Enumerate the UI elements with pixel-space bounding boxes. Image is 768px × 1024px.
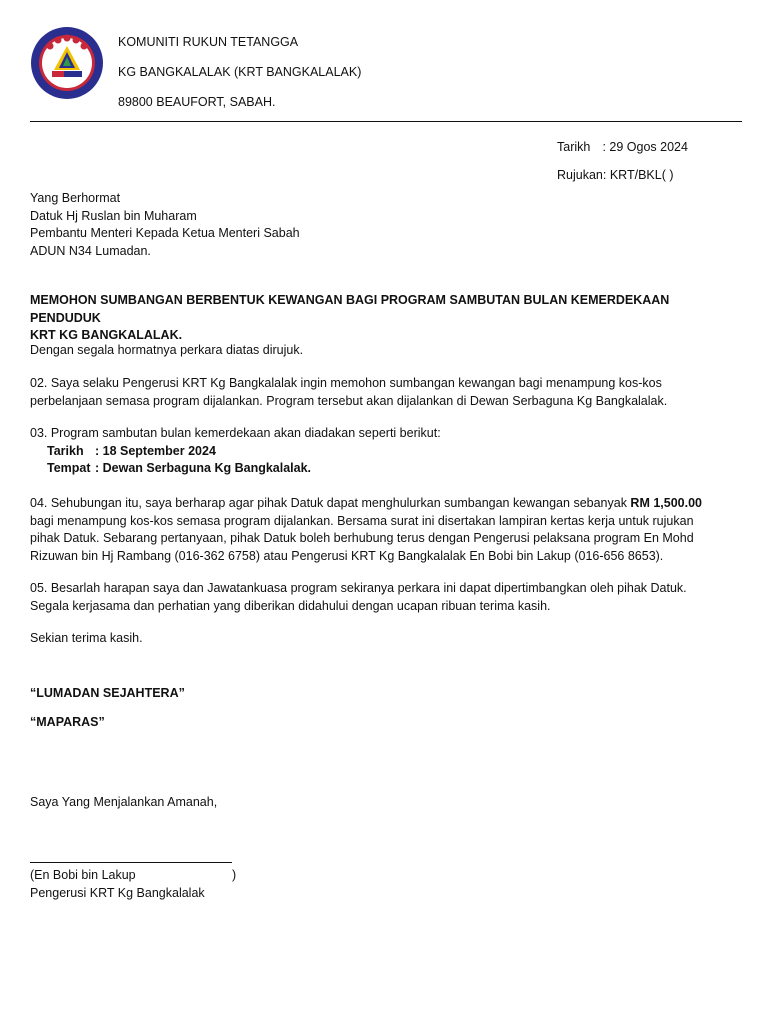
paragraph-03-line: 03. Program sambutan bulan kemerdekaan akan diadakan seperti berikut:	[30, 426, 441, 440]
paragraph-04-line: pihak Datuk. Sebarang pertanyaan, pihak Datuk boleh berhubung terus dengan Pengerusi pelaksana program En Mohd	[30, 531, 694, 545]
paragraph-05	[30, 580, 730, 615]
greeting: Dengan segala hormatnya perkara diatas dirujuk.	[30, 343, 304, 357]
program-date-row	[30, 443, 730, 461]
paragraph-04-line: bagi menampung kos-kos semasa program dijalankan. Bersama surat ini disertakan lampiran kertas kerja untuk rujukan	[30, 513, 694, 528]
recipient-constituency: ADUN N34 Lumadan.	[30, 243, 151, 258]
header-divider	[30, 121, 742, 122]
date-label: Tarikh	[557, 140, 591, 154]
paragraph-05-line: 05. Besarlah harapan saya dan Jawatankuasa program sekiranya perkara ini dapat dipertimbangkan oleh pihak Datuk.	[30, 581, 687, 595]
signatory-name-row	[30, 866, 237, 884]
paragraph-04-line: Rizuwan bin Hj Rambang (016-362 6758) atau Pengerusi KRT Kg Bangkalalak En Bobi bin Lakup (016-656 8653).	[30, 548, 664, 563]
paragraph-04	[30, 495, 730, 565]
letter-meta	[557, 133, 688, 189]
signature-line	[30, 862, 232, 863]
org-branch: KG BANGKALALAK (KRT BANGKALALAK)	[118, 65, 362, 79]
paragraph-02	[30, 375, 730, 410]
paragraph-02-line: 02. Saya selaku Pengerusi KRT Kg Bangkalalak ingin memohon sumbangan kewangan bagi menampung kos-kos	[30, 376, 662, 390]
date-value: : 29 Ogos 2024	[602, 140, 688, 154]
signatory-position: Pengerusi KRT Kg Bangkalalak	[30, 886, 205, 900]
paragraph-04-text: 04. Sehubungan itu, saya berharap agar pihak Datuk dapat menghulurkan sumbangan kewangan sebanyak	[30, 496, 631, 510]
org-name: KOMUNITI RUKUN TETANGGA	[118, 35, 299, 49]
subject-line-2: KRT KG BANGKALALAK.	[30, 328, 183, 342]
recipient-name: Datuk Hj Ruslan bin Muharam	[30, 208, 197, 223]
recipient-address	[30, 190, 730, 260]
closing-remark: Sekian terima kasih.	[30, 631, 143, 645]
program-date-label: Tarikh	[47, 443, 84, 458]
motto-2: “MAPARAS”	[30, 715, 105, 729]
letter-subject	[30, 292, 730, 345]
rukun-tetangga-logo	[30, 26, 104, 100]
paragraph-05-line: Segala kerjasama dan perhatian yang diberikan didahului dengan ucapan ribuan terima kasih.	[30, 598, 551, 613]
recipient-position: Pembantu Menteri Kepada Ketua Menteri Sabah	[30, 226, 300, 240]
subject-line-1: MEMOHON SUMBANGAN BERBENTUK KEWANGAN BAGI PROGRAM SAMBUTAN BULAN KEMERDEKAAN PENDUDUK	[30, 293, 670, 325]
reference-label: Rujukan:	[557, 168, 607, 182]
org-postcode: 89800 BEAUFORT, SABAH.	[118, 95, 276, 109]
program-date-value: : 18 September 2024	[95, 443, 216, 458]
program-venue-label: Tempat	[47, 461, 91, 475]
reference-value: KRT/BKL( )	[609, 168, 674, 182]
recipient-salutation: Yang Berhormat	[30, 191, 121, 205]
paragraph-03	[30, 425, 730, 478]
signature-intro: Saya Yang Menjalankan Amanah,	[30, 795, 218, 809]
date-row	[557, 133, 688, 161]
signatory-name-close: )	[232, 868, 237, 882]
reference-row	[557, 161, 688, 189]
organisation-address	[118, 27, 361, 117]
paragraph-02-line: perbelanjaan semasa program dijalankan. Program tersebut akan dijalankan di Dewan Serbaguna Kg Bangkalalak.	[30, 393, 668, 408]
program-venue-row	[30, 460, 730, 478]
program-venue-value: : Dewan Serbaguna Kg Bangkalalak.	[95, 461, 312, 475]
motto-1: “LUMADAN SEJAHTERA”	[30, 686, 185, 700]
paragraph-04-line	[30, 495, 730, 513]
contribution-amount: RM 1,500.00	[630, 496, 702, 510]
signatory-name: (En Bobi bin Lakup	[30, 868, 136, 882]
signatory-block	[30, 866, 237, 902]
